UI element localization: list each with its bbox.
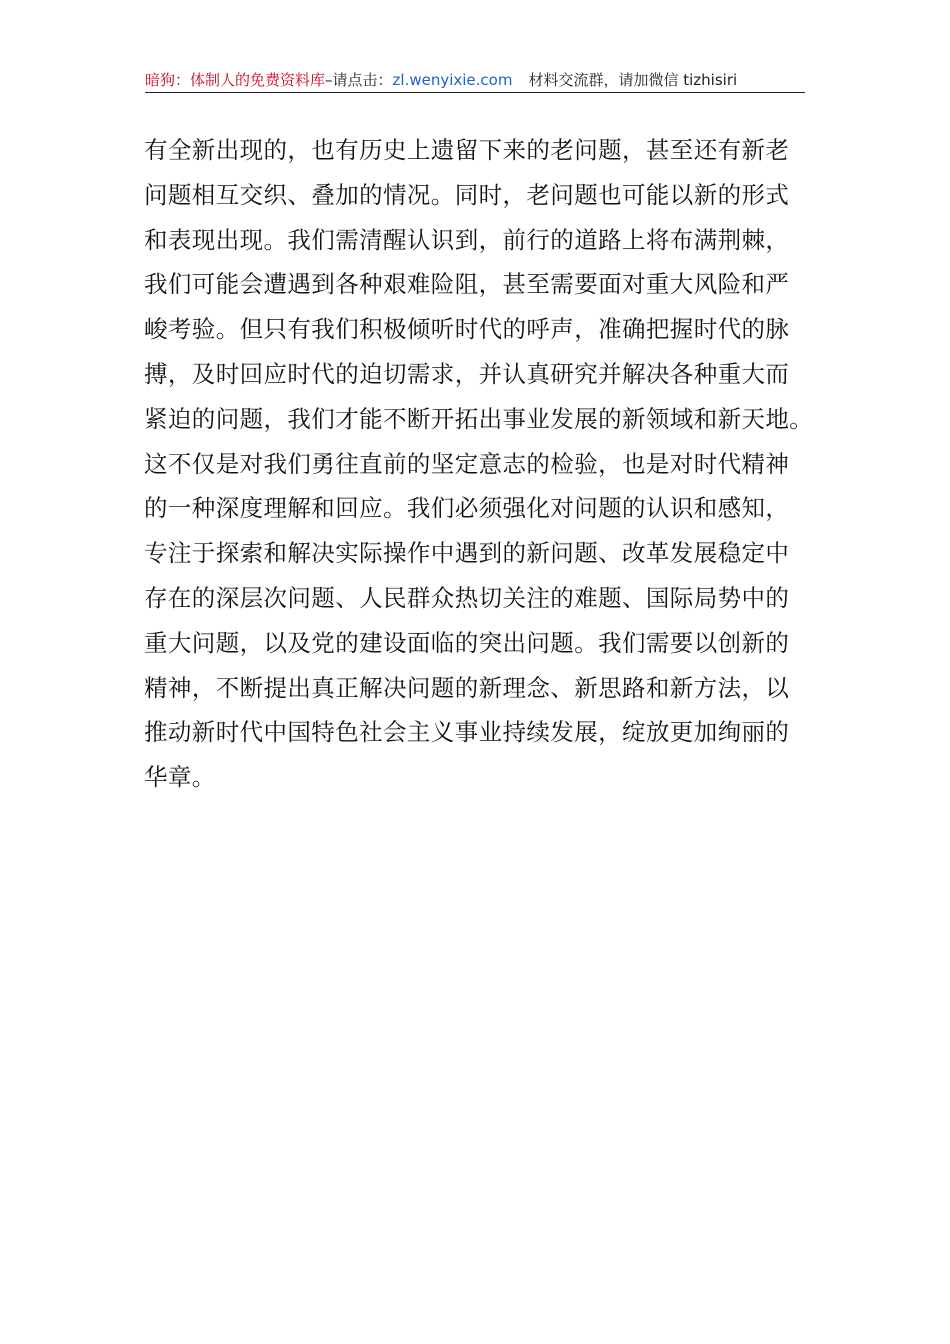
- body-line: 存在的深层次问题、人民群众热切关注的难题、国际局势中的: [144, 583, 790, 612]
- header-link[interactable]: zl.wenyixie.com: [392, 71, 513, 89]
- body-line: 专注于探索和解决实际操作中遇到的新问题、改革发展稳定中: [144, 539, 790, 568]
- body-line: 这不仅是对我们勇往直前的坚定意志的检验，也是对时代精神: [144, 449, 790, 478]
- body-line: 和表现出现。我们需清醒认识到，前行的道路上将布满荆棘，: [144, 225, 790, 254]
- body-line: 推动新时代中国特色社会主义事业持续发展，绽放更加绚丽的: [144, 718, 790, 747]
- body-line: 我们可能会遭遇到各种艰难险阻，甚至需要面对重大风险和严: [144, 270, 790, 299]
- body-line: 搏，及时回应时代的迫切需求，并认真研究并解决各种重大而: [144, 359, 790, 388]
- page-header: [145, 68, 805, 93]
- body-line: 的一种深度理解和回应。我们必须强化对问题的认识和感知，: [144, 494, 790, 523]
- body-line: 华章。: [144, 763, 216, 792]
- body-line: 有全新出现的，也有历史上遗留下来的老问题，甚至还有新老: [144, 136, 790, 164]
- body-line: 问题相互交织、叠加的情况。同时，老问题也可能以新的形式: [144, 180, 790, 209]
- body-line: 重大问题，以及党的建设面临的突出问题。我们需要以创新的: [144, 628, 790, 657]
- header-brand: 暗狗：体制人的免费资料库: [145, 71, 326, 89]
- body-line: 紧迫的问题，我们才能不断开拓出事业发展的新领域和新天地。: [144, 404, 814, 433]
- document-body: [144, 128, 814, 800]
- header-separator: –请点击：: [325, 71, 393, 89]
- header-group-note: 材料交流群，请加微信 tizhisiri: [528, 71, 738, 89]
- body-line: 峻考验。但只有我们积极倾听时代的呼声，准确把握时代的脉: [144, 315, 790, 344]
- body-line: 精神，不断提出真正解决问题的新理念、新思路和新方法，以: [144, 673, 790, 702]
